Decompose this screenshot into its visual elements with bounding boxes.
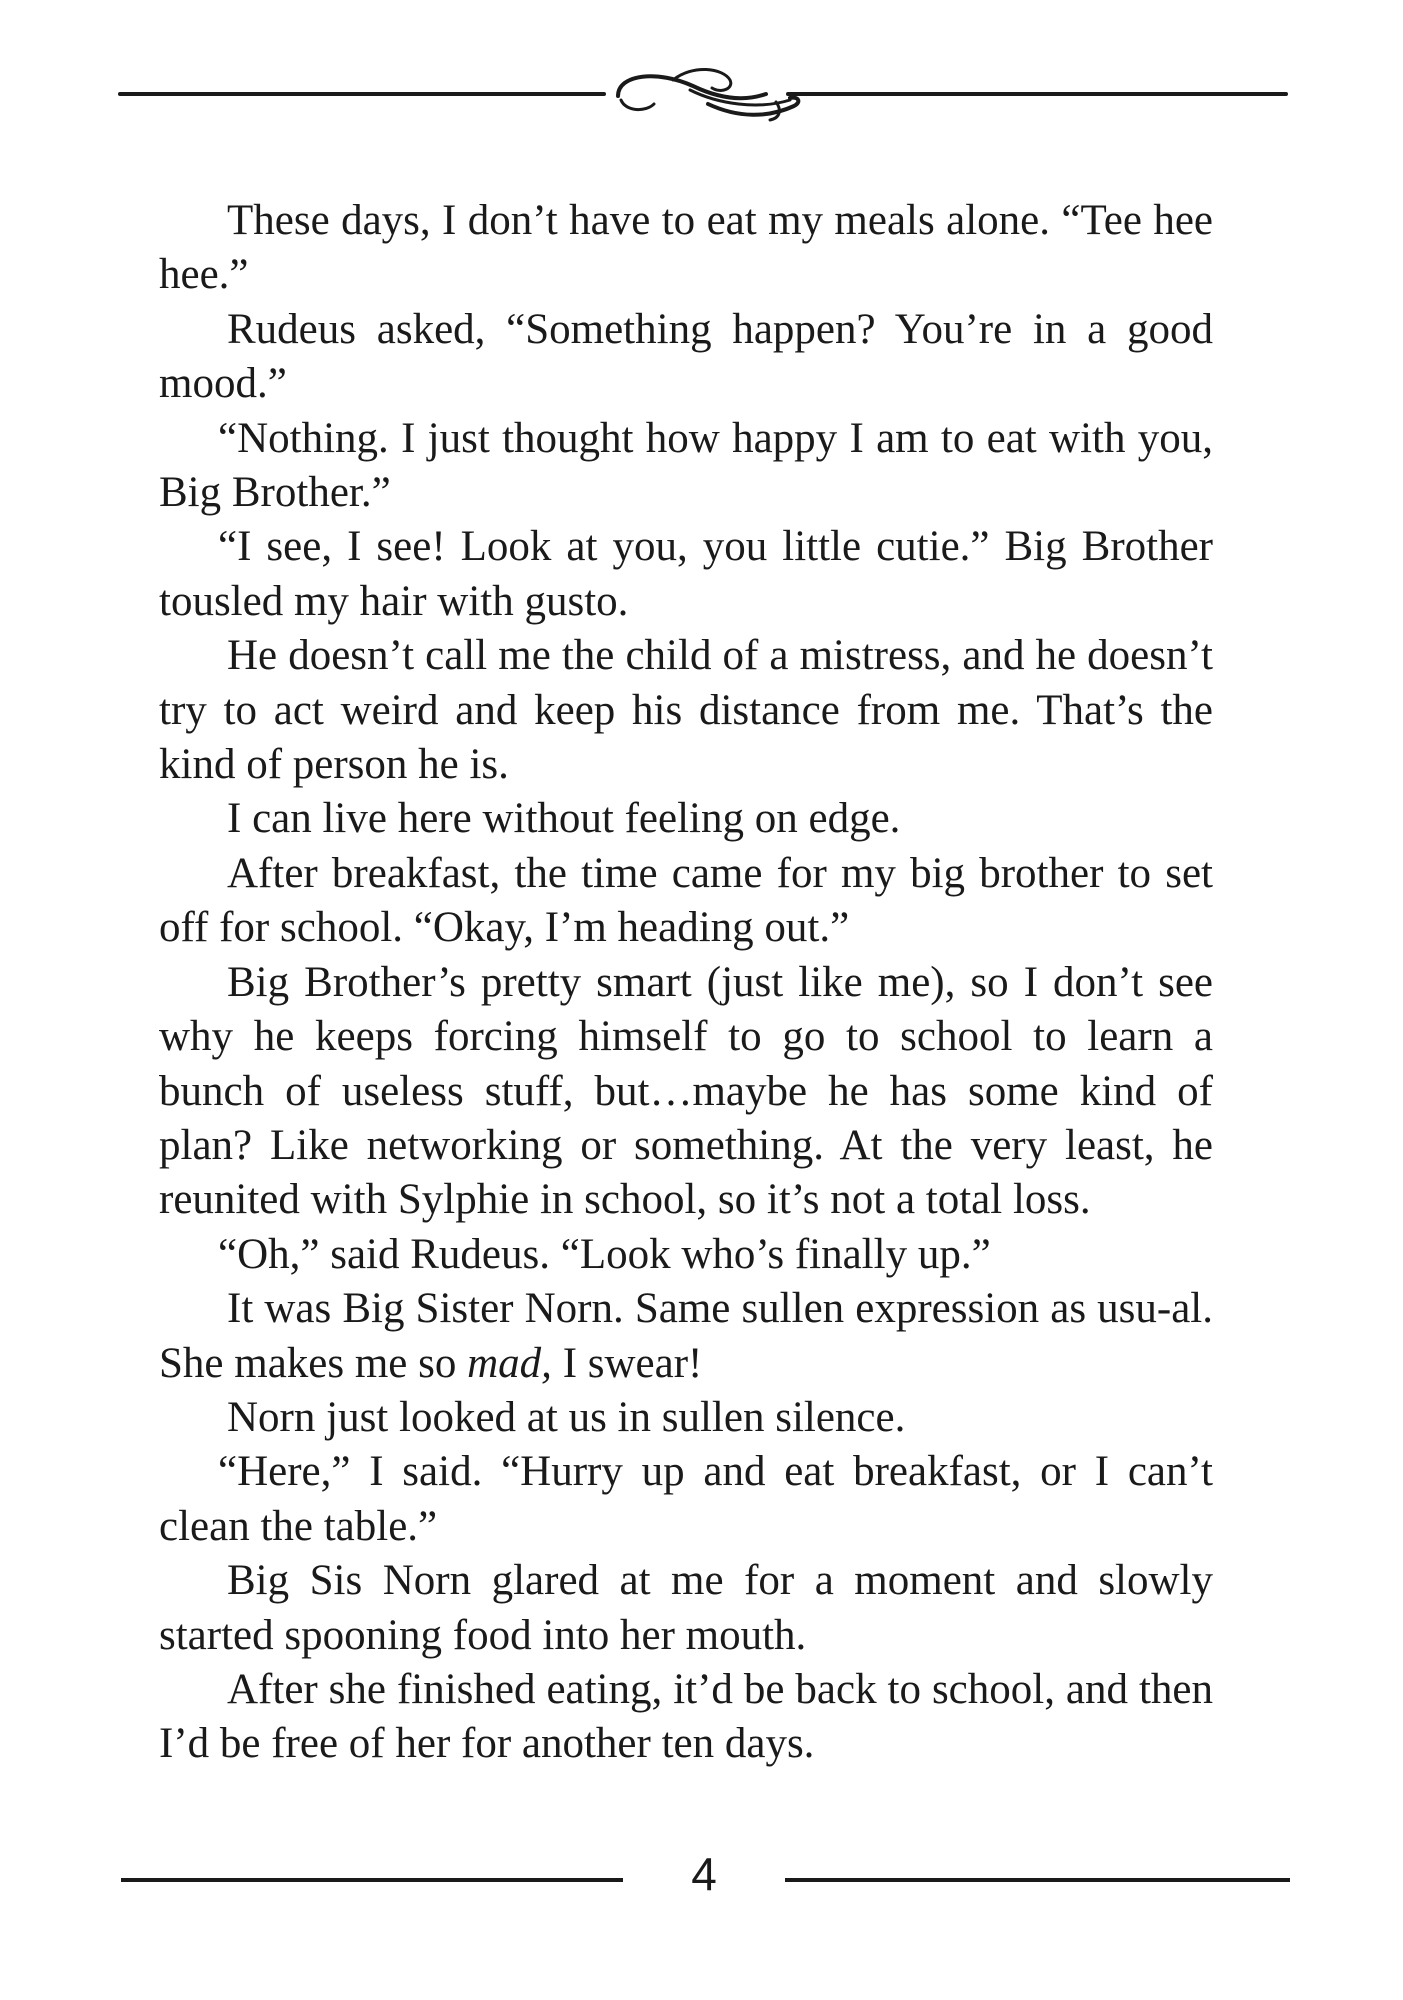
footer-rule-left bbox=[121, 1878, 623, 1882]
paragraph: Norn just looked at us in sullen silence. bbox=[227, 1393, 906, 1441]
paragraph: “Oh,” said Rudeus. “Look who’s finally up.” bbox=[218, 1230, 991, 1278]
norn-text-after: I swear! bbox=[551, 1339, 703, 1387]
emphasis-text: mad, bbox=[467, 1339, 552, 1387]
paragraph: After she finished eating, it’d be back to school, and then I’d be free of her for another ten days. bbox=[159, 1665, 1213, 1768]
paragraph: After breakfast, the time came for my big brother to set off for school. “Okay, I’m heading out.” bbox=[159, 849, 1213, 952]
footer-rule-right bbox=[785, 1878, 1290, 1882]
paragraph: He doesn’t call me the child of a mistress, and he doesn’t try to act weird and keep his distance from me. That’s the kind of person he is. bbox=[159, 632, 1213, 789]
paragraph: Big Brother’s pretty smart (just like me), so I don’t see why he keeps forcing himself to go to school to learn a bunch of useless stuff, but…maybe he has some kind of plan? Like networking or something. At the very least, he reunited with Sylphie in school, so it’s not a total loss. bbox=[159, 958, 1213, 1224]
paragraph: “I see, I see! Look at you, you little cutie.” Big Brother tousled my hair with gusto. bbox=[159, 523, 1213, 625]
flourish-ornament-icon bbox=[118, 60, 1288, 132]
paragraph: “Nothing. I just thought how happy I am to eat with you, Big Brother.” bbox=[159, 414, 1213, 517]
paragraph: Rudeus asked, “Something happen? You’re in a good mood.” bbox=[159, 305, 1213, 408]
paragraph: These days, I don’t have to eat my meals alone. “Tee hee hee.” bbox=[159, 197, 1213, 299]
paragraph: I can live here without feeling on edge. bbox=[227, 795, 901, 843]
body-text bbox=[159, 194, 1213, 1772]
paragraph: Big Sis Norn glared at me for a moment and slowly started spooning food into her mouth. bbox=[159, 1557, 1213, 1659]
norn-text-before: It was Big Sister Norn. Same sullen expression as usu-al. She makes me so bbox=[159, 1285, 1213, 1387]
page-number: 4 bbox=[691, 1848, 717, 1900]
paragraph: “Here,” I said. “Hurry up and eat breakfast, or I can’t clean the table.” bbox=[159, 1448, 1213, 1550]
paragraph-norn bbox=[159, 1282, 1213, 1391]
